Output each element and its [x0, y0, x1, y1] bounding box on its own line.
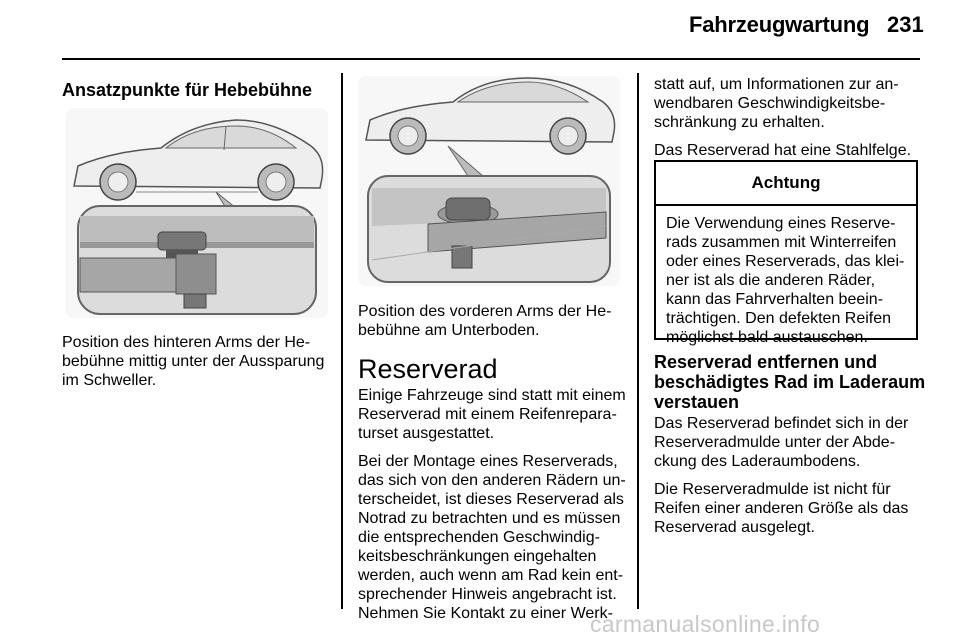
- section-heading-lift-points: Ansatzpunkte für Hebebühne: [62, 80, 313, 100]
- column-left: [62, 80, 332, 100]
- reserverad-paragraph-2: Bei der Montage eines Reserverads, das sich von den anderen Rädern un- terscheidet, ist dieses Reserverad als Notrad zu betrachten und es müssen die entsprechenden Geschwindig- keitsbeschränkungen eingehalten werden, auch wenn am Rad kein ent- sprechender Hinweis angebracht ist. Nehmen Sie Kontakt zu einer Werk-: [358, 453, 626, 622]
- reserverad-paragraph-1: Einige Fahrzeuge sind statt mit einem Reserverad mit einem Reifenrepara- turset ausgestattet.: [358, 387, 626, 442]
- front-lift-arm-illustration: [358, 76, 620, 286]
- rear-arm-caption: Position des hinteren Arms der He- bebühne mittig unter der Aussparung im Schweller.: [62, 334, 325, 389]
- steel-rim-note: Das Reserverad hat eine Stahlfelge.: [654, 142, 912, 159]
- watermark: carmanualsonline.info: [590, 611, 821, 637]
- warning-text: Die Verwendung eines Reserve- rads zusammen mit Winterreifen oder eines Reserverads, das klei- ner ist als die anderen Räder, kann das Fahrverhalten beein- trächtigen. Den defekten Reifen möglichst bald austauschen.: [666, 215, 905, 346]
- column-divider-right: [637, 73, 639, 609]
- column-left-caption: [62, 333, 332, 399]
- subheading-remove-spare-wheel: Reserverad entfernen und beschädigtes Rad im Laderaum verstauen: [654, 352, 926, 412]
- section-title-reserverad: Reserverad: [358, 354, 498, 384]
- page-number: 231: [887, 12, 924, 37]
- column-divider-left: [341, 73, 343, 609]
- rear-lift-arm-illustration: [66, 108, 328, 318]
- page-header-title: Fahrzeugwartung: [689, 12, 870, 37]
- column-right-bottom: [654, 352, 926, 546]
- front-arm-caption: Position des vorderen Arms der He- bebühne am Unterboden.: [358, 303, 612, 339]
- header-divider: [62, 58, 920, 60]
- spare-wheel-location-paragraph: Das Reserverad befindet sich in der Reserveradmulde unter der Abde- ckung des Laderaumbodens.: [654, 415, 909, 470]
- column-right-top: [654, 75, 924, 169]
- column-middle: [358, 302, 626, 632]
- warning-box: [654, 160, 918, 346]
- continued-paragraph: statt auf, um Informationen zur an- wendbaren Geschwindigkeitsbe- schränkung zu erhalten.: [654, 76, 899, 131]
- warning-title: Achtung: [656, 162, 916, 206]
- spare-well-size-paragraph: Die Reserveradmulde ist nicht für Reifen einer anderen Größe als das Reserverad ausgelegt.: [654, 481, 909, 536]
